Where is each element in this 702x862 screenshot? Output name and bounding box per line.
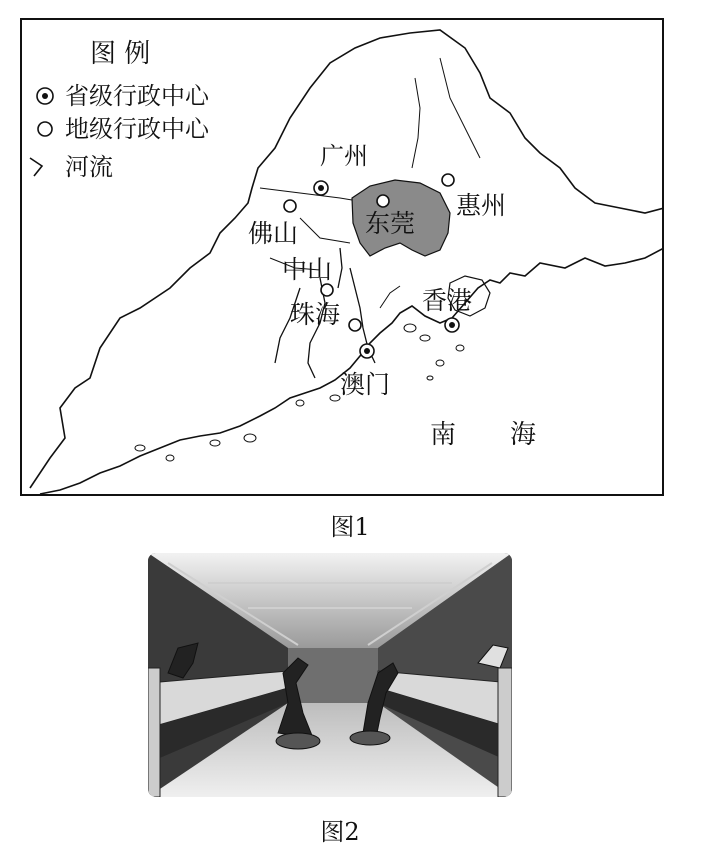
label-sea-hai: 海 (510, 420, 537, 450)
label-guangzhou: 广州 (320, 142, 368, 170)
macau-marker (360, 344, 374, 358)
legend-title: 图 例 (90, 39, 151, 69)
pearl-river-delta-map (20, 18, 664, 496)
factory-robot-photo (148, 553, 512, 797)
label-dongguan: 东莞 (365, 209, 416, 238)
label-hongkong: 香港 (422, 286, 473, 315)
guangzhou-marker (314, 181, 328, 195)
legend-item-province: 省级行政中心 (65, 82, 209, 110)
dongguan-marker (377, 195, 389, 207)
figure2-caption: 图2 (320, 818, 360, 846)
label-macau: 澳门 (340, 370, 391, 399)
zhongshan-marker (321, 284, 333, 296)
legend-item-river: 河流 (65, 153, 113, 181)
huizhou-marker (442, 174, 454, 186)
zhuhai-marker (349, 319, 361, 331)
label-huizhou: 惠州 (456, 191, 507, 220)
label-zhuhai: 珠海 (290, 300, 341, 329)
legend-item-prefecture: 地级行政中心 (65, 115, 209, 143)
label-sea-south: 南 (430, 420, 457, 450)
label-foshan: 佛山 (248, 219, 299, 248)
label-zhongshan: 中山 (282, 255, 333, 284)
foshan-marker (284, 200, 296, 212)
figure1-caption: 图1 (330, 513, 370, 541)
hongkong-marker (445, 318, 459, 332)
